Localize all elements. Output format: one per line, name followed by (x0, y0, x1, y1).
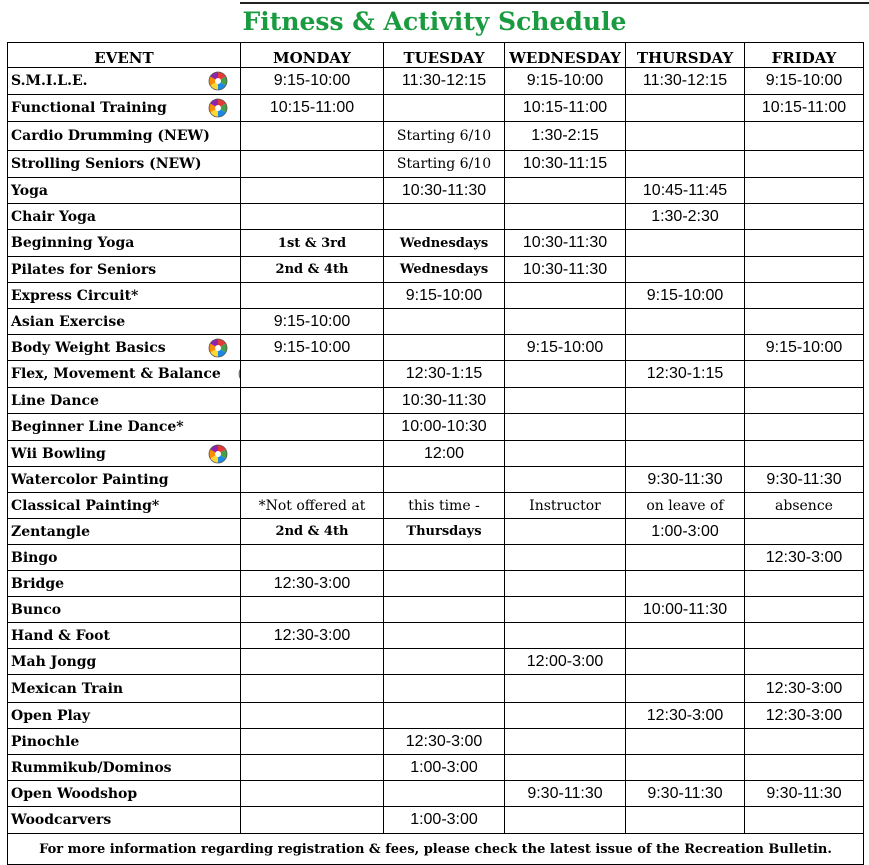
column-header-thursday: THURSDAY (626, 43, 745, 68)
schedule-cell-wednesday: 9:30-11:30 (505, 781, 626, 807)
schedule-cell-monday (241, 414, 384, 441)
schedule-cell-tuesday: Wednesdays (384, 230, 505, 257)
event-label: Wii Bowling (11, 445, 106, 462)
schedule-cell-monday (241, 467, 384, 493)
table-row (8, 703, 864, 729)
schedule-cell-friday: 12:30-3:00 (745, 545, 864, 571)
schedule-cell-friday (745, 519, 864, 545)
schedule-cell-tuesday (384, 675, 505, 703)
schedule-cell-thursday: 9:15-10:00 (626, 283, 745, 309)
schedule-cell-tuesday (384, 623, 505, 649)
table-row (8, 335, 864, 361)
schedule-cell-thursday (626, 755, 745, 781)
schedule-cell-friday: 9:30-11:30 (745, 781, 864, 807)
schedule-cell-monday (241, 178, 384, 204)
schedule-cell-monday (241, 755, 384, 781)
schedule-cell-monday (241, 675, 384, 703)
schedule-cell-wednesday (505, 414, 626, 441)
schedule-cell-wednesday (505, 545, 626, 571)
event-label: Bunco (11, 601, 62, 618)
event-label: Mexican Train (11, 680, 124, 697)
schedule-cell-thursday (626, 335, 745, 361)
table-row (8, 597, 864, 623)
schedule-cell-friday (745, 257, 864, 283)
schedule-cell-thursday (626, 675, 745, 703)
event-name (8, 257, 241, 283)
event-label: Express Circuit* (11, 287, 139, 304)
column-header-friday: FRIDAY (745, 43, 864, 68)
schedule-cell-friday (745, 571, 864, 597)
schedule-cell-thursday (626, 95, 745, 122)
schedule-cell-friday: 12:30-3:00 (745, 703, 864, 729)
schedule-cell-thursday: 1:00-3:00 (626, 519, 745, 545)
table-row (8, 441, 864, 467)
event-name (8, 122, 241, 151)
schedule-cell-wednesday: 12:00-3:00 (505, 649, 626, 675)
schedule-cell-monday: 9:15-10:00 (241, 309, 384, 335)
event-label: Strolling Seniors (NEW) (11, 156, 202, 172)
schedule-cell-tuesday (384, 649, 505, 675)
schedule-cell-wednesday (505, 703, 626, 729)
schedule-cell-friday: 9:30-11:30 (745, 467, 864, 493)
event-name (8, 729, 241, 755)
schedule-cell-friday (745, 755, 864, 781)
event-name (8, 230, 241, 257)
schedule-cell-wednesday (505, 623, 626, 649)
schedule-cell-monday (241, 649, 384, 675)
table-row (8, 230, 864, 257)
schedule-cell-tuesday: Starting 6/10 (384, 151, 505, 178)
schedule-cell-friday (745, 729, 864, 755)
schedule-cell-thursday: 1:30-2:30 (626, 204, 745, 230)
event-label: Functional Training (11, 100, 167, 116)
footer-note: For more information regarding registration & fees, please check the latest issue of the Recreation Bulletin. (8, 834, 864, 865)
column-header-tuesday: TUESDAY (384, 43, 505, 68)
table-row (8, 68, 864, 95)
schedule-cell-wednesday (505, 755, 626, 781)
schedule-cell-tuesday: Wednesdays (384, 257, 505, 283)
schedule-cell-thursday: 11:30-12:15 (626, 68, 745, 95)
event-label: Open Play (11, 707, 90, 724)
schedule-cell-wednesday (505, 597, 626, 623)
event-label: Beginning Yoga (11, 235, 135, 251)
schedule-cell-wednesday (505, 388, 626, 414)
schedule-cell-friday: 9:15-10:00 (745, 68, 864, 95)
table-row (8, 95, 864, 122)
event-label: Watercolor Painting (11, 471, 169, 488)
schedule-cell-thursday (626, 309, 745, 335)
event-name (8, 95, 241, 122)
schedule-cell-thursday: 12:30-1:15 (626, 361, 745, 388)
event-name (8, 545, 241, 571)
table-row (8, 178, 864, 204)
wellness-wheel-icon (208, 71, 228, 91)
schedule-cell-monday (241, 545, 384, 571)
schedule-cell-friday (745, 414, 864, 441)
column-header-wednesday: WEDNESDAY (505, 43, 626, 68)
schedule-cell-monday (241, 703, 384, 729)
schedule-cell-thursday (626, 729, 745, 755)
event-name (8, 649, 241, 675)
table-row (8, 151, 864, 178)
schedule-cell-wednesday (505, 807, 626, 834)
event-label: Beginner Line Dance* (11, 419, 184, 435)
schedule-cell-tuesday: 10:30-11:30 (384, 388, 505, 414)
schedule-cell-wednesday: 10:30-11:30 (505, 257, 626, 283)
event-name (8, 493, 241, 519)
event-label: Cardio Drumming (NEW) (11, 128, 210, 144)
schedule-cell-tuesday (384, 597, 505, 623)
event-name (8, 807, 241, 834)
schedule-cell-tuesday (384, 781, 505, 807)
schedule-cell-thursday: 9:30-11:30 (626, 467, 745, 493)
schedule-cell-wednesday: 1:30-2:15 (505, 122, 626, 151)
schedule-cell-wednesday: 9:15-10:00 (505, 68, 626, 95)
event-name (8, 414, 241, 441)
schedule-cell-thursday (626, 571, 745, 597)
header-row (8, 43, 864, 68)
table-row (8, 414, 864, 441)
schedule-cell-thursday (626, 545, 745, 571)
event-name (8, 388, 241, 414)
table-row (8, 571, 864, 597)
schedule-cell-monday: 9:15-10:00 (241, 68, 384, 95)
schedule-cell-wednesday (505, 467, 626, 493)
schedule-cell-friday (745, 388, 864, 414)
schedule-cell-monday: 1st & 3rd (241, 230, 384, 257)
schedule-cell-tuesday: 12:00 (384, 441, 505, 467)
event-label: Yoga (11, 182, 48, 199)
table-row (8, 257, 864, 283)
event-name (8, 571, 241, 597)
schedule-cell-friday (745, 361, 864, 388)
event-label: Flex, Movement & Balance (11, 366, 221, 382)
schedule-cell-thursday (626, 257, 745, 283)
event-name (8, 467, 241, 493)
schedule-cell-friday: 10:15-11:00 (745, 95, 864, 122)
wellness-wheel-icon (208, 98, 228, 118)
schedule-cell-tuesday (384, 467, 505, 493)
event-name (8, 703, 241, 729)
schedule-cell-tuesday: 10:00-10:30 (384, 414, 505, 441)
event-label: Body Weight Basics (11, 339, 166, 356)
schedule-cell-wednesday (505, 441, 626, 467)
schedule-cell-tuesday: Thursdays (384, 519, 505, 545)
schedule-cell-friday (745, 649, 864, 675)
schedule-cell-monday: 2nd & 4th (241, 257, 384, 283)
event-name (8, 597, 241, 623)
table-row (8, 807, 864, 834)
schedule-cell-tuesday: 10:30-11:30 (384, 178, 505, 204)
schedule-cell-wednesday: Instructor (505, 493, 626, 519)
schedule-cell-thursday (626, 151, 745, 178)
schedule-cell-monday: *Not offered at (241, 493, 384, 519)
schedule-cell-thursday: on leave of (626, 493, 745, 519)
schedule-cell-friday: 9:15-10:00 (745, 335, 864, 361)
event-name (8, 755, 241, 781)
table-row (8, 781, 864, 807)
schedule-cell-thursday (626, 649, 745, 675)
schedule-cell-wednesday (505, 361, 626, 388)
schedule-cell-tuesday: 1:00-3:00 (384, 755, 505, 781)
schedule-cell-thursday: 12:30-3:00 (626, 703, 745, 729)
schedule-cell-monday (241, 441, 384, 467)
event-label: Pilates for Seniors (11, 261, 157, 278)
schedule-cell-friday (745, 204, 864, 230)
table-row (8, 467, 864, 493)
schedule-cell-tuesday: 12:30-3:00 (384, 729, 505, 755)
schedule-cell-wednesday (505, 283, 626, 309)
schedule-cell-tuesday: 11:30-12:15 (384, 68, 505, 95)
schedule-cell-wednesday (505, 571, 626, 597)
schedule-cell-thursday (626, 230, 745, 257)
schedule-cell-tuesday: this time - (384, 493, 505, 519)
table-row (8, 649, 864, 675)
schedule-cell-tuesday: 1:00-3:00 (384, 807, 505, 834)
schedule-cell-wednesday (505, 729, 626, 755)
event-name (8, 151, 241, 178)
wellness-wheel-icon (238, 364, 241, 384)
event-label: Zentangle (11, 523, 91, 540)
schedule-cell-monday (241, 781, 384, 807)
schedule-cell-thursday (626, 414, 745, 441)
schedule-cell-friday (745, 623, 864, 649)
schedule-cell-friday: 12:30-3:00 (745, 675, 864, 703)
event-label: Hand & Foot (11, 627, 110, 644)
table-row (8, 623, 864, 649)
schedule-cell-tuesday: Starting 6/10 (384, 122, 505, 151)
table-row (8, 545, 864, 571)
schedule-cell-monday (241, 729, 384, 755)
event-label: Rummikub/Dominos (11, 759, 172, 776)
schedule-cell-tuesday (384, 204, 505, 230)
schedule-cell-friday: absence (745, 493, 864, 519)
table-row (8, 388, 864, 414)
event-label: Classical Painting* (11, 497, 160, 514)
schedule-cell-friday (745, 178, 864, 204)
event-name (8, 361, 241, 388)
schedule-cell-thursday (626, 623, 745, 649)
schedule-cell-monday (241, 361, 384, 388)
schedule-cell-tuesday (384, 703, 505, 729)
schedule-cell-friday (745, 441, 864, 467)
event-name (8, 68, 241, 95)
schedule-cell-friday (745, 309, 864, 335)
event-name (8, 441, 241, 467)
schedule-cell-monday (241, 204, 384, 230)
event-name (8, 675, 241, 703)
schedule-cell-friday (745, 807, 864, 834)
schedule-cell-monday (241, 597, 384, 623)
column-header-event: EVENT (8, 43, 241, 68)
schedule-cell-wednesday: 10:30-11:30 (505, 230, 626, 257)
event-name (8, 335, 241, 361)
column-header-monday: MONDAY (241, 43, 384, 68)
schedule-cell-monday (241, 151, 384, 178)
table-row (8, 493, 864, 519)
table-row (8, 204, 864, 230)
event-label: Open Woodshop (11, 785, 138, 802)
event-label: Pinochle (11, 733, 80, 750)
schedule-cell-friday (745, 597, 864, 623)
schedule-cell-monday (241, 807, 384, 834)
schedule-cell-monday: 2nd & 4th (241, 519, 384, 545)
schedule-cell-tuesday (384, 571, 505, 597)
schedule-cell-tuesday (384, 95, 505, 122)
schedule-cell-wednesday (505, 204, 626, 230)
schedule-cell-wednesday (505, 178, 626, 204)
event-name (8, 283, 241, 309)
table-row (8, 755, 864, 781)
page-title: Fitness & Activity Schedule (242, 7, 627, 36)
event-name (8, 204, 241, 230)
schedule-cell-friday (745, 283, 864, 309)
schedule-cell-tuesday: 12:30-1:15 (384, 361, 505, 388)
table-row (8, 729, 864, 755)
schedule-cell-thursday: 9:30-11:30 (626, 781, 745, 807)
schedule-cell-thursday: 10:45-11:45 (626, 178, 745, 204)
schedule-cell-wednesday: 9:15-10:00 (505, 335, 626, 361)
schedule-table (7, 42, 864, 865)
schedule-cell-tuesday (384, 309, 505, 335)
schedule-cell-tuesday (384, 545, 505, 571)
table-row (8, 675, 864, 703)
schedule-cell-wednesday (505, 309, 626, 335)
schedule-cell-monday: 12:30-3:00 (241, 623, 384, 649)
event-name (8, 178, 241, 204)
schedule-cell-wednesday (505, 519, 626, 545)
schedule-cell-thursday (626, 388, 745, 414)
schedule-cell-monday: 9:15-10:00 (241, 335, 384, 361)
table-row (8, 361, 864, 388)
schedule-cell-monday (241, 122, 384, 151)
schedule-cell-tuesday (384, 335, 505, 361)
wellness-wheel-icon (208, 444, 228, 464)
event-label: Woodcarvers (11, 812, 112, 828)
event-name (8, 519, 241, 545)
schedule-cell-thursday: 10:00-11:30 (626, 597, 745, 623)
schedule-cell-thursday (626, 441, 745, 467)
event-name (8, 623, 241, 649)
schedule-cell-monday (241, 388, 384, 414)
schedule-cell-friday (745, 151, 864, 178)
schedule-cell-friday (745, 122, 864, 151)
table-row (8, 122, 864, 151)
schedule-cell-tuesday: 9:15-10:00 (384, 283, 505, 309)
schedule-cell-wednesday: 10:15-11:00 (505, 95, 626, 122)
schedule-cell-thursday (626, 807, 745, 834)
event-label: Line Dance (11, 392, 99, 409)
schedule-cell-monday (241, 283, 384, 309)
event-label: Asian Exercise (11, 313, 126, 330)
event-label: Mah Jongg (11, 653, 97, 670)
schedule-cell-wednesday (505, 675, 626, 703)
wellness-wheel-icon (208, 338, 228, 358)
event-label: Bingo (11, 549, 58, 566)
schedule-cell-monday: 12:30-3:00 (241, 571, 384, 597)
schedule-cell-monday: 10:15-11:00 (241, 95, 384, 122)
event-name (8, 781, 241, 807)
event-name (8, 309, 241, 335)
table-row (8, 519, 864, 545)
schedule-cell-wednesday: 10:30-11:15 (505, 151, 626, 178)
event-label: Bridge (11, 575, 65, 592)
event-label: Chair Yoga (11, 208, 96, 225)
event-label: S.M.I.L.E. (11, 73, 88, 89)
table-row (8, 283, 864, 309)
table-row (8, 309, 864, 335)
schedule-cell-friday (745, 230, 864, 257)
schedule-cell-thursday (626, 122, 745, 151)
